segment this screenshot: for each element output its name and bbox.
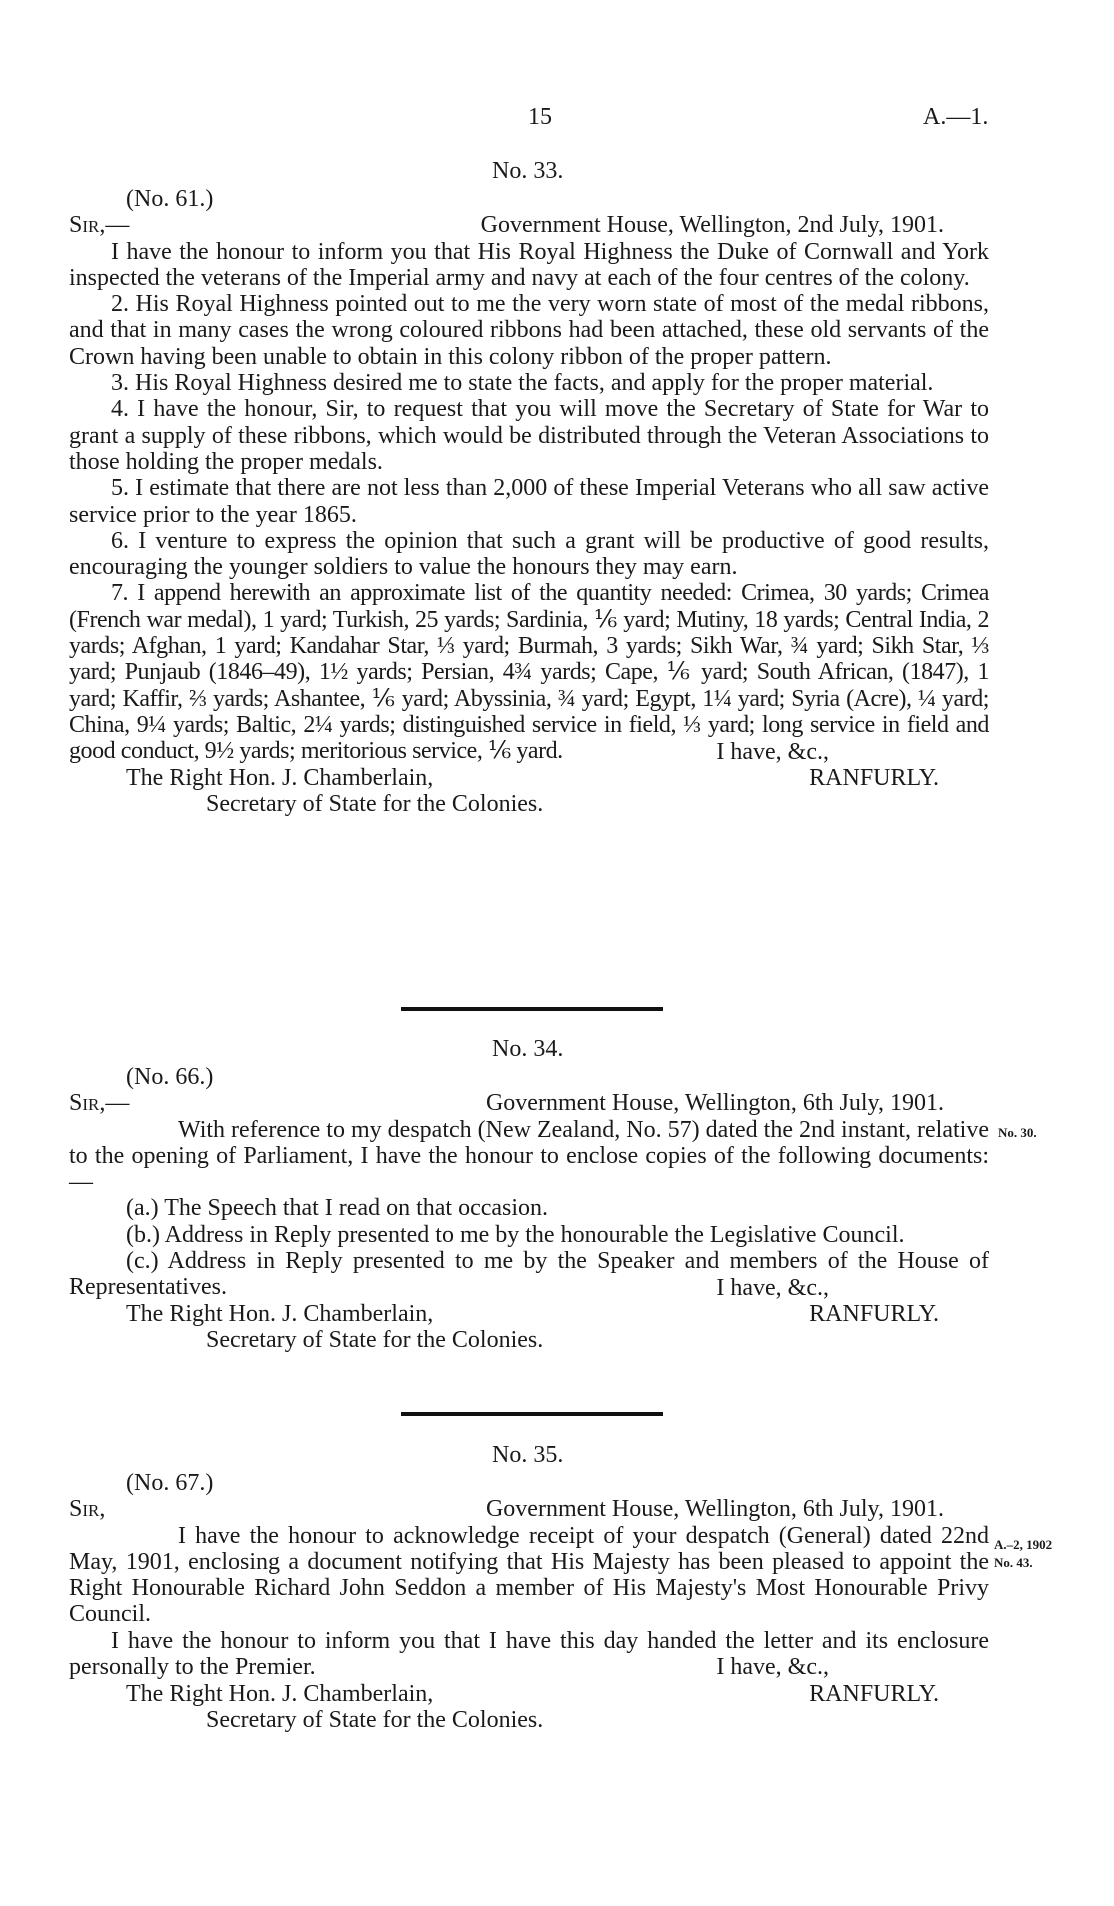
salutation: Sir,—: [69, 212, 130, 239]
paragraph: (a.) The Speech that I read on that occasion.: [126, 1195, 549, 1222]
paragraph: With reference to my despatch (New Zealand, No. 57) dated the 2nd instant, relative to the opening of Parliament, I have the honour to enclose copies of the following documents:—: [69, 1116, 989, 1196]
signature: RANFURLY.: [809, 764, 939, 791]
letter-number: (No. 61.): [126, 186, 214, 212]
recipient: The Right Hon. J. Chamberlain,: [126, 764, 434, 791]
letter-34: [69, 1064, 989, 1354]
closing: I have, &c.,: [716, 1654, 829, 1681]
recipient-title: Secretary of State for the Colonies.: [206, 1327, 544, 1354]
recipient-title: Secretary of State for the Colonies.: [206, 791, 544, 818]
paragraph: (c.) Address in Reply presented to me by the Speaker and members of the House of Representatives.: [69, 1248, 989, 1301]
margin-note: No. 30.: [998, 1125, 1037, 1140]
letter-33: [69, 186, 989, 817]
paragraph: 3. His Royal Highness desired me to state the facts, and apply for the proper material.: [111, 370, 934, 397]
letter-heading: No. 35.: [492, 1442, 564, 1468]
salutation: Sir,—: [69, 1090, 130, 1117]
paragraph: 4. I have the honour, Sir, to request that you will move the Secretary of State for War to grant a supply of these ribbons, which would be distributed through the Veteran Associations to those holding the proper medals.: [69, 396, 989, 475]
letter-heading: No. 33.: [492, 158, 564, 184]
recipient: The Right Hon. J. Chamberlain,: [126, 1680, 434, 1707]
section-divider: [401, 1412, 663, 1416]
document-reference: A.—1.: [923, 104, 989, 130]
salutation: Sir,: [69, 1496, 106, 1523]
paragraph: I have the honour to inform you that His Royal Highness the Duke of Cornwall and York inspected the veterans of the Imperial army and navy at each of the four centres of the colony.: [69, 238, 989, 291]
paragraph: 6. I venture to express the opinion that such a grant will be productive of good results, encouraging the younger soldiers to value the honours they may earn.: [69, 527, 989, 581]
page-number: 15: [528, 104, 552, 130]
paragraph: (b.) Address in Reply presented to me by the honourable the Legislative Council.: [126, 1221, 905, 1248]
section-divider: [401, 1007, 663, 1011]
signature: RANFURLY.: [809, 1680, 939, 1707]
letter-address: Government House, Wellington, 6th July, 1901.: [485, 1090, 944, 1117]
paragraph: I have the honour to acknowledge receipt of your despatch (General) dated 22nd May, 1901, enclosing a document notifying that His Majesty has been pleased to appoint the Right Honourable Richard John Seddon a member of His Majesty's Most Honourable Privy Council.: [69, 1522, 989, 1628]
paragraph: 7. I append herewith an approximate list of the quantity needed: Crimea, 30 yards; Crimea (French war medal), 1 yard; Turkish, 25 yards; Sardinia, ⅙ yard; Mutiny, 18 yards; Central India, 2 yards; Afghan, 1 yard; Kandahar Star, ⅓ yard; Burmah, 3 yards; Sikh War, ¾ yard; Sikh Star, ⅓ yard; Punjaub (1846–49), 1½ yards; Persian, 4¾ yards; Cape, ⅙ yard; South African, (1847), 1 yard; Kaffir, ⅔ yards; Ashantee, ⅙ yard; Abyssinia, ¾ yard; Egypt, 1¼ yard; Syria (Acre), ¼ yard; China, 9¼ yards; Baltic, 2¼ yards; distinguished service in field, ⅓ yard; long service in field and good conduct, 9½ yards; meritorious service, ⅙ yard.: [69, 580, 989, 765]
paragraph: 5. I estimate that there are not less than 2,000 of these Imperial Veterans who all saw active service prior to the year 1865.: [69, 475, 989, 528]
letter-number: (No. 66.): [126, 1064, 214, 1090]
recipient-title: Secretary of State for the Colonies.: [206, 1706, 544, 1733]
closing: I have, &c.,: [716, 1274, 829, 1301]
letter-35: [69, 1470, 989, 1733]
closing: I have, &c.,: [716, 738, 829, 765]
letter-address: Government House, Wellington, 2nd July, 1901.: [480, 212, 944, 239]
recipient: The Right Hon. J. Chamberlain,: [126, 1300, 434, 1327]
letter-number: (No. 67.): [126, 1470, 214, 1496]
margin-note: No. 43.: [994, 1555, 1033, 1570]
paragraph: 2. His Royal Highness pointed out to me the very worn state of most of the medal ribbons, and that in many cases the wrong coloured ribbons had been attached, these old servants of the Crown having been unable to obtain in this colony ribbon of the proper pattern.: [69, 291, 989, 370]
letter-address: Government House, Wellington, 6th July, 1901.: [485, 1496, 944, 1523]
letter-heading: No. 34.: [492, 1036, 564, 1062]
signature: RANFURLY.: [809, 1300, 939, 1327]
margin-note: A.–2, 1902: [994, 1537, 1053, 1552]
paragraph: I have the honour to inform you that I have this day handed the letter and its enclosure personally to the Premier.: [69, 1627, 989, 1681]
